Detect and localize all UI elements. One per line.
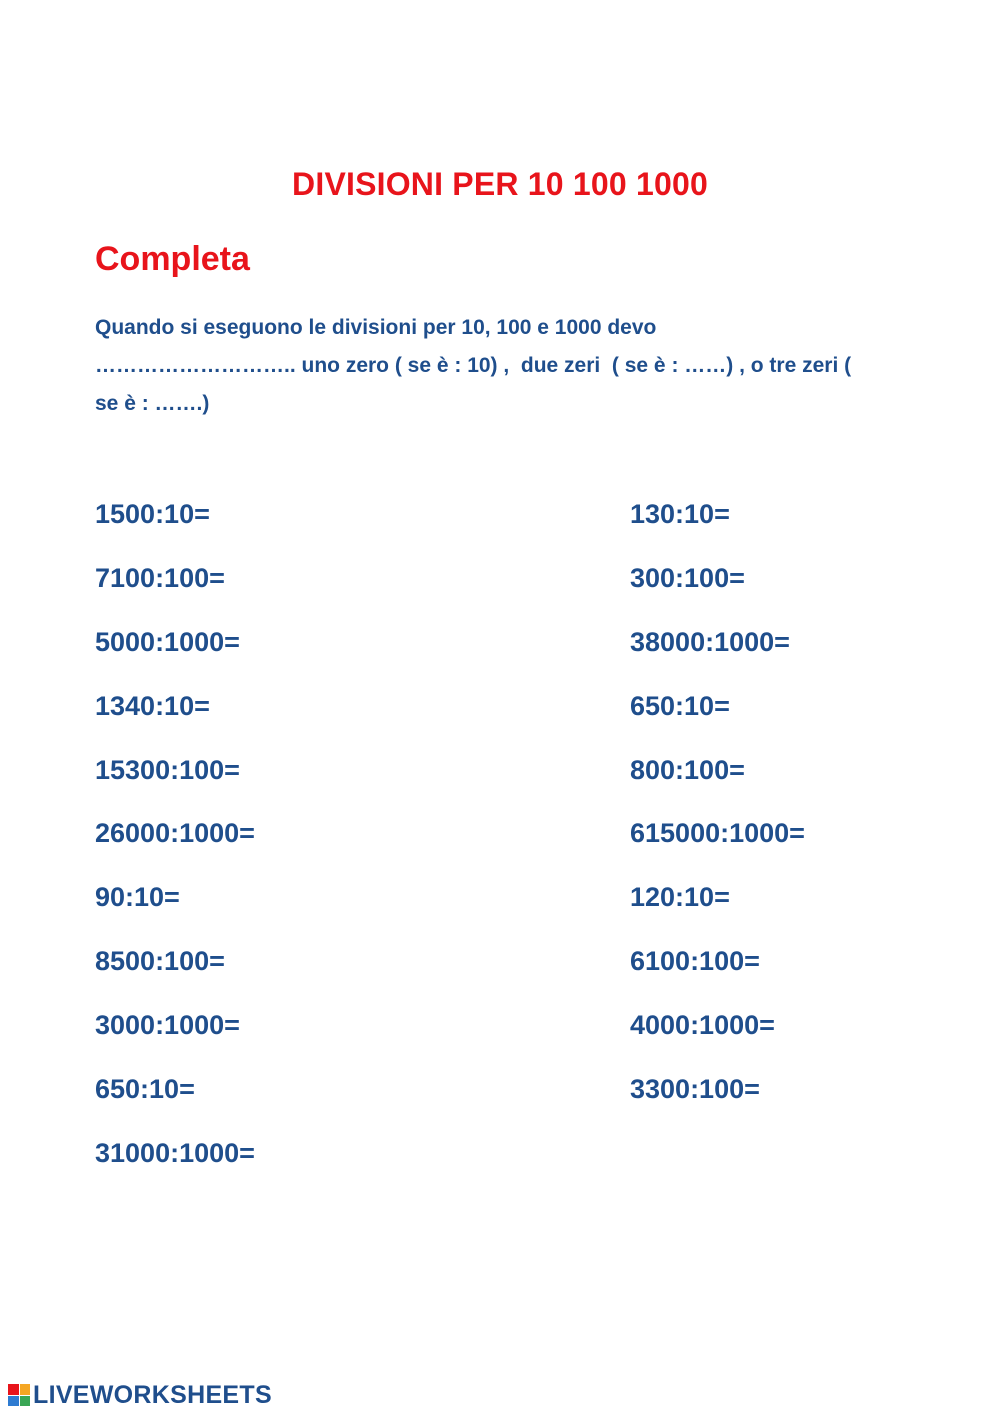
exercise-item: 4000:1000= [630, 1010, 775, 1041]
exercise-column-left [95, 494, 255, 1197]
liveworksheets-logo-icon [8, 1384, 30, 1406]
exercise-item: 31000:1000= [95, 1137, 255, 1168]
exercise-item: 1340:10= [95, 690, 210, 721]
exercise-item: 130:10= [630, 499, 730, 529]
section-heading: Completa [95, 240, 250, 278]
logo-block [20, 1384, 31, 1395]
exercise-item: 5000:1000= [95, 626, 240, 657]
page-title: DIVISIONI PER 10 100 1000 [292, 166, 708, 202]
exercise-item: 7100:100= [95, 562, 225, 593]
logo-block [8, 1384, 19, 1395]
footer-brand[interactable] [8, 1380, 272, 1410]
instructions-line: ……………………….. uno zero ( se è : 10) , due zeri ( se è : ……) , o tre zeri ( [95, 354, 852, 377]
exercise-item: 3300:100= [630, 1074, 760, 1105]
exercise-item: 8500:100= [95, 946, 225, 977]
exercise-item: 26000:1000= [95, 818, 255, 849]
exercise-item: 650:10= [630, 690, 730, 721]
exercise-item: 3000:1000= [95, 1010, 240, 1041]
logo-block [20, 1396, 31, 1407]
exercise-item: 300:100= [630, 562, 745, 593]
exercise-item: 38000:1000= [630, 626, 790, 657]
exercise-item: 120:10= [630, 882, 730, 913]
instructions-text [95, 309, 915, 423]
instructions-line: Quando si eseguono le divisioni per 10, 100 e 1000 devo [95, 316, 657, 339]
logo-block [8, 1396, 19, 1407]
brand-name: LIVEWORKSHEETS [33, 1380, 272, 1409]
exercise-item: 615000:1000= [630, 818, 805, 849]
exercise-item: 15300:100= [95, 754, 240, 785]
exercise-item: 90:10= [95, 882, 180, 913]
exercise-item: 800:100= [630, 754, 745, 785]
exercise-item: 1500:10= [95, 499, 210, 529]
instructions-line: se è : …….) [95, 392, 210, 415]
exercise-item: 650:10= [95, 1074, 195, 1105]
exercise-item: 6100:100= [630, 946, 760, 977]
exercise-column-right [630, 494, 805, 1133]
